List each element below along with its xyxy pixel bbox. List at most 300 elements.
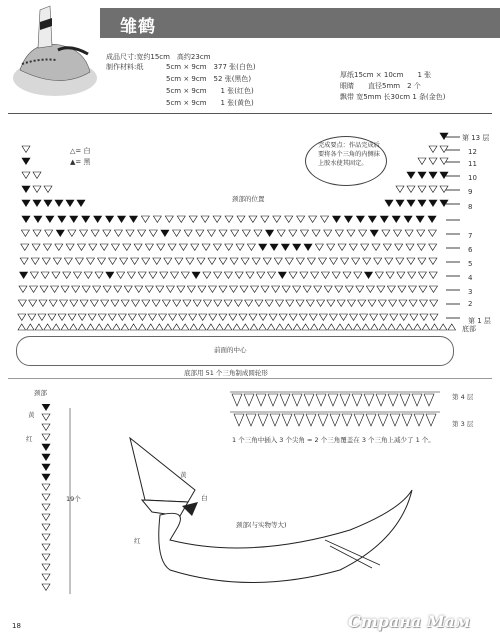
triangle-unit [321,216,329,222]
triangle-unit [419,300,427,306]
triangle-unit [84,272,92,278]
triangle-unit [429,272,437,278]
page-title: 雏鹤 [120,17,156,37]
layer4-triangle [388,394,398,406]
triangle-unit [197,258,205,264]
triangle-unit [259,324,267,330]
swan-photo [0,0,100,100]
triangle-unit [407,258,415,264]
triangle-unit [33,186,41,192]
triangle-unit [335,230,343,236]
triangle-unit [22,216,30,222]
triangle-unit [408,286,416,292]
layer4-triangle [292,394,302,406]
triangle-unit [148,314,156,320]
triangle-unit [31,258,39,264]
triangle-unit [330,258,338,264]
triangle-unit [329,314,337,320]
triangle-unit [407,172,415,178]
triangle-unit [165,216,173,222]
legend-white: △= 白 [70,147,91,155]
triangle-unit [101,300,109,306]
triangle-unit [114,286,122,292]
triangle-unit [173,230,181,236]
triangle-unit [121,324,129,330]
triangle-unit [363,258,371,264]
triangle-unit [277,230,285,236]
triangle-unit [395,244,403,250]
triangle-unit [219,230,227,236]
triangle-unit [41,272,49,278]
triangle-unit [138,314,146,320]
triangle-unit [68,314,76,320]
triangle-unit [404,216,412,222]
triangle-unit [408,272,416,278]
triangle-unit [132,300,140,306]
triangle-unit [123,244,131,250]
triangle-unit [186,258,194,264]
triangle-unit [379,324,387,330]
triangle-unit [219,314,227,320]
triangle-unit [138,272,146,278]
triangle-unit [42,434,50,440]
triangle-unit [191,244,199,250]
row4-label: 第 4 层 [452,393,474,401]
triangle-unit [259,314,267,320]
paper-line-3: 5cm × 9cm 1 张(红色) [166,87,254,95]
triangle-unit [224,300,232,306]
triangle-unit [418,258,426,264]
header-divider [8,113,492,114]
triangle-unit [366,286,374,292]
triangle-unit [350,314,358,320]
triangle-unit [33,172,41,178]
extra-line-3: 飘带 宽5mm 长30cm 1 条(金色) [340,93,446,101]
triangle-unit [396,324,404,330]
triangle-unit [347,230,355,236]
triangle-unit [117,272,125,278]
triangle-unit [242,230,250,236]
triangle-unit [265,300,273,306]
row-label: 5 [468,260,473,268]
triangle-unit [98,314,106,320]
triangle-unit [130,324,138,330]
triangle-unit [315,244,323,250]
triangle-unit [307,258,315,264]
triangle-unit [405,230,413,236]
triangle-unit [202,244,210,250]
row-label: 10 [468,174,477,182]
triangle-unit [311,272,319,278]
triangle-unit [75,258,83,264]
triangle-unit [45,230,53,236]
triangle-unit [181,324,189,330]
triangle-unit [160,272,168,278]
extra-line-1: 厚纸15cm × 10cm 1 张 [340,71,432,79]
triangle-unit [22,172,30,178]
triangle-unit [184,230,192,236]
triangle-unit [429,186,437,192]
layer4-triangle [244,394,254,406]
triangle-unit [440,186,448,192]
triangle-unit [236,244,244,250]
insert-note: 1 个三角中插入 3 个尖角 = 2 个三角覆盖在 3 个三角上减少了 1 个。 [232,436,435,444]
triangle-unit [64,258,72,264]
triangle-unit [380,216,388,222]
triangle-unit [199,314,207,320]
triangle-unit [390,314,398,320]
head-white-label: 白 [201,494,208,502]
triangle-unit [149,272,157,278]
triangle-unit [157,244,165,250]
triangle-unit [225,216,233,222]
triangle-unit [370,230,378,236]
triangle-unit [109,258,117,264]
triangle-unit [52,272,60,278]
triangle-unit [46,216,54,222]
triangle-unit [21,244,29,250]
triangle-unit [371,324,379,330]
triangle-unit [358,300,366,306]
triangle-unit [20,272,28,278]
triangle-unit [56,230,64,236]
triangle-unit [42,414,50,420]
triangle-unit [42,424,50,430]
triangle-unit [389,300,397,306]
row-label: 底部 [462,325,476,333]
triangle-unit [58,216,66,222]
triangle-unit [360,314,368,320]
triangle-unit [417,230,425,236]
triangle-unit [372,244,380,250]
triangle-unit [159,314,167,320]
row-label: 第 1 层 [468,317,491,325]
triangle-unit [61,286,69,292]
triangle-unit [44,200,52,206]
triangle-unit [126,230,134,236]
triangle-unit [418,186,426,192]
layer4-triangle [268,394,278,406]
completion-note: 完成要点：作品完成后要将各个三角的内侧抹上胶水使其固定。 [305,136,387,186]
triangle-unit [428,230,436,236]
triangle-unit [429,158,437,164]
triangle-unit [388,324,396,330]
layer4-triangle [256,394,266,406]
triangle-unit [259,244,267,250]
neck-position-label: 颈部的位置 [232,195,265,203]
triangle-unit [354,272,362,278]
triangle-unit [198,286,206,292]
triangle-unit [134,244,142,250]
triangle-unit [349,244,357,250]
triangle-unit [324,286,332,292]
triangle-unit [314,286,322,292]
row-label: 4 [468,274,473,282]
triangle-unit [339,314,347,320]
triangle-unit [128,314,136,320]
triangle-unit [173,324,181,330]
triangle-unit [106,272,114,278]
triangle-unit [396,186,404,192]
triangle-unit [209,314,217,320]
triangle-unit [343,272,351,278]
triangle-unit [208,258,216,264]
triangle-unit [414,324,422,330]
triangle-unit [429,146,437,152]
triangle-unit [153,258,161,264]
triangle-unit [344,216,352,222]
neck-title: 颈部 [34,389,47,397]
triangle-unit [274,258,282,264]
triangle-unit [177,286,185,292]
triangle-unit [273,216,281,222]
triangle-unit [22,186,30,192]
triangle-unit [213,244,221,250]
triangle-unit [203,272,211,278]
triangle-unit [48,314,56,320]
triangle-unit [104,324,112,330]
triangle-unit [440,133,448,139]
triangle-unit [407,186,415,192]
triangle-unit [207,324,215,330]
triangle-unit [398,286,406,292]
triangle-unit [345,286,353,292]
triangle-unit [318,258,326,264]
layer4-triangle [400,394,410,406]
layer4-triangle [328,394,338,406]
triangle-unit [201,216,209,222]
layer4-triangle [304,394,314,406]
triangle-unit [293,324,301,330]
triangle-unit [21,230,29,236]
triangle-unit [327,300,335,306]
triangle-unit [153,216,161,222]
triangle-unit [293,244,301,250]
triangle-unit [70,216,78,222]
triangle-unit [111,244,119,250]
page-number: 18 [12,622,21,630]
triangle-unit [42,564,50,570]
triangle-unit [181,272,189,278]
row3-label: 第 3 层 [452,420,474,428]
triangle-unit [418,172,426,178]
triangle-unit [440,172,448,178]
triangle-unit [293,286,301,292]
triangle-unit [429,200,437,206]
triangle-unit [42,504,50,510]
triangle-unit [297,216,305,222]
triangle-unit [251,286,259,292]
triangle-unit [319,324,327,330]
head-red-label: 红 [134,537,141,545]
triangle-unit [382,230,390,236]
triangle-unit [245,300,253,306]
triangle-unit [306,300,314,306]
triangle-unit [77,244,85,250]
triangle-unit [127,272,135,278]
triangle-unit [61,324,69,330]
triangle-unit [70,300,78,306]
triangle-unit [368,216,376,222]
triangle-unit [52,324,60,330]
triangle-unit [296,258,304,264]
neck-red-label: 红 [26,435,33,443]
triangle-unit [164,258,172,264]
triangle-unit [419,286,427,292]
triangle-unit [310,324,318,330]
triangle-unit [68,230,76,236]
triangle-unit [341,258,349,264]
triangle-unit [179,314,187,320]
triangle-unit [53,258,61,264]
triangle-unit [42,474,50,480]
triangle-unit [365,272,373,278]
triangle-unit [387,286,395,292]
row-label: 7 [468,232,473,240]
triangle-unit [407,200,415,206]
triangle-unit [428,216,436,222]
triangle-unit [418,200,426,206]
triangle-unit [70,324,78,330]
triangle-unit [385,200,393,206]
triangle-unit [90,300,98,306]
triangle-unit [430,314,438,320]
triangle-unit [380,314,388,320]
triangle-unit [439,324,447,330]
triangle-unit [333,216,341,222]
triangle-unit [281,244,289,250]
triangle-unit [42,554,50,560]
material-label: 制作材料:纸 [106,63,144,71]
triangle-unit [175,258,183,264]
section-divider [8,378,492,379]
triangle-unit [20,258,28,264]
triangle-unit [285,324,293,330]
triangle-unit [203,300,211,306]
triangle-unit [237,216,245,222]
triangle-unit [77,200,85,206]
triangle-unit [324,230,332,236]
layer4-triangle [232,394,242,406]
neck-column-diagram [30,404,80,604]
triangle-unit [440,146,448,152]
layer4-triangle [352,394,362,406]
triangle-unit [129,216,137,222]
triangle-unit [319,314,327,320]
triangle-unit [246,272,254,278]
triangle-unit [103,230,111,236]
triangle-unit [321,272,329,278]
triangle-unit [213,216,221,222]
triangle-unit [42,454,50,460]
triangle-unit [285,258,293,264]
paper-line-2: 5cm × 9cm 52 张(黑色) [166,75,252,83]
triangle-unit [173,300,181,306]
triangle-unit [187,286,195,292]
triangle-unit [114,230,122,236]
watermark: Страна Мам [348,612,471,631]
triangle-unit [22,200,30,206]
triangle-unit [352,258,360,264]
triangle-unit [93,286,101,292]
triangle-unit [208,286,216,292]
triangle-unit [43,244,51,250]
triangle-unit [63,272,71,278]
triangle-unit [359,230,367,236]
triangle-unit [60,300,68,306]
triangle-unit [289,230,297,236]
triangle-unit [18,324,26,330]
triangle-unit [32,244,40,250]
triangle-unit [362,324,370,330]
triangle-unit [332,272,340,278]
triangle-unit [100,244,108,250]
triangle-unit [166,286,174,292]
triangle-unit [145,244,153,250]
triangle-unit [269,314,277,320]
triangle-unit [229,314,237,320]
triangle-unit [142,258,150,264]
triangle-unit [42,444,50,450]
triangle-unit [193,300,201,306]
triangle-unit [418,272,426,278]
triangle-unit [22,146,30,152]
extra-line-2: 眼睛 直径5mm 2 个 [340,82,421,90]
triangle-unit [377,286,385,292]
triangle-unit [42,514,50,520]
triangle-unit [120,258,128,264]
triangle-unit [73,272,81,278]
triangle-unit [440,200,448,206]
triangle-unit [98,258,106,264]
triangle-unit [300,272,308,278]
triangle-unit [406,244,414,250]
triangle-unit [440,158,448,164]
triangle-unit [231,230,239,236]
triangle-unit [235,272,243,278]
triangle-unit [431,324,439,330]
triangle-unit [103,286,111,292]
triangle-unit [152,300,160,306]
triangle-unit [422,324,430,330]
triangle-unit [121,300,129,306]
neck-template-drawing [100,420,430,600]
triangle-unit [267,324,275,330]
triangle-unit [233,324,241,330]
paper-line-4: 5cm × 9cm 1 张(黄色) [166,99,254,107]
triangle-unit [240,286,248,292]
triangle-unit [270,244,278,250]
triangle-unit [30,272,38,278]
triangle-unit [347,300,355,306]
triangle-unit [399,300,407,306]
triangle-unit [252,258,260,264]
triangle-unit [189,216,197,222]
triangle-unit [216,324,224,330]
triangle-unit [214,300,222,306]
layer4-triangle [424,394,434,406]
triangle-unit [42,464,50,470]
triangle-unit [328,324,336,330]
triangle-unit [396,200,404,206]
triangle-unit [179,244,187,250]
triangle-unit [214,272,222,278]
triangle-unit [304,244,312,250]
triangle-unit [169,314,177,320]
triangle-unit [138,230,146,236]
triangle-unit [95,272,103,278]
legend-black: ▲= 黑 [70,158,91,166]
